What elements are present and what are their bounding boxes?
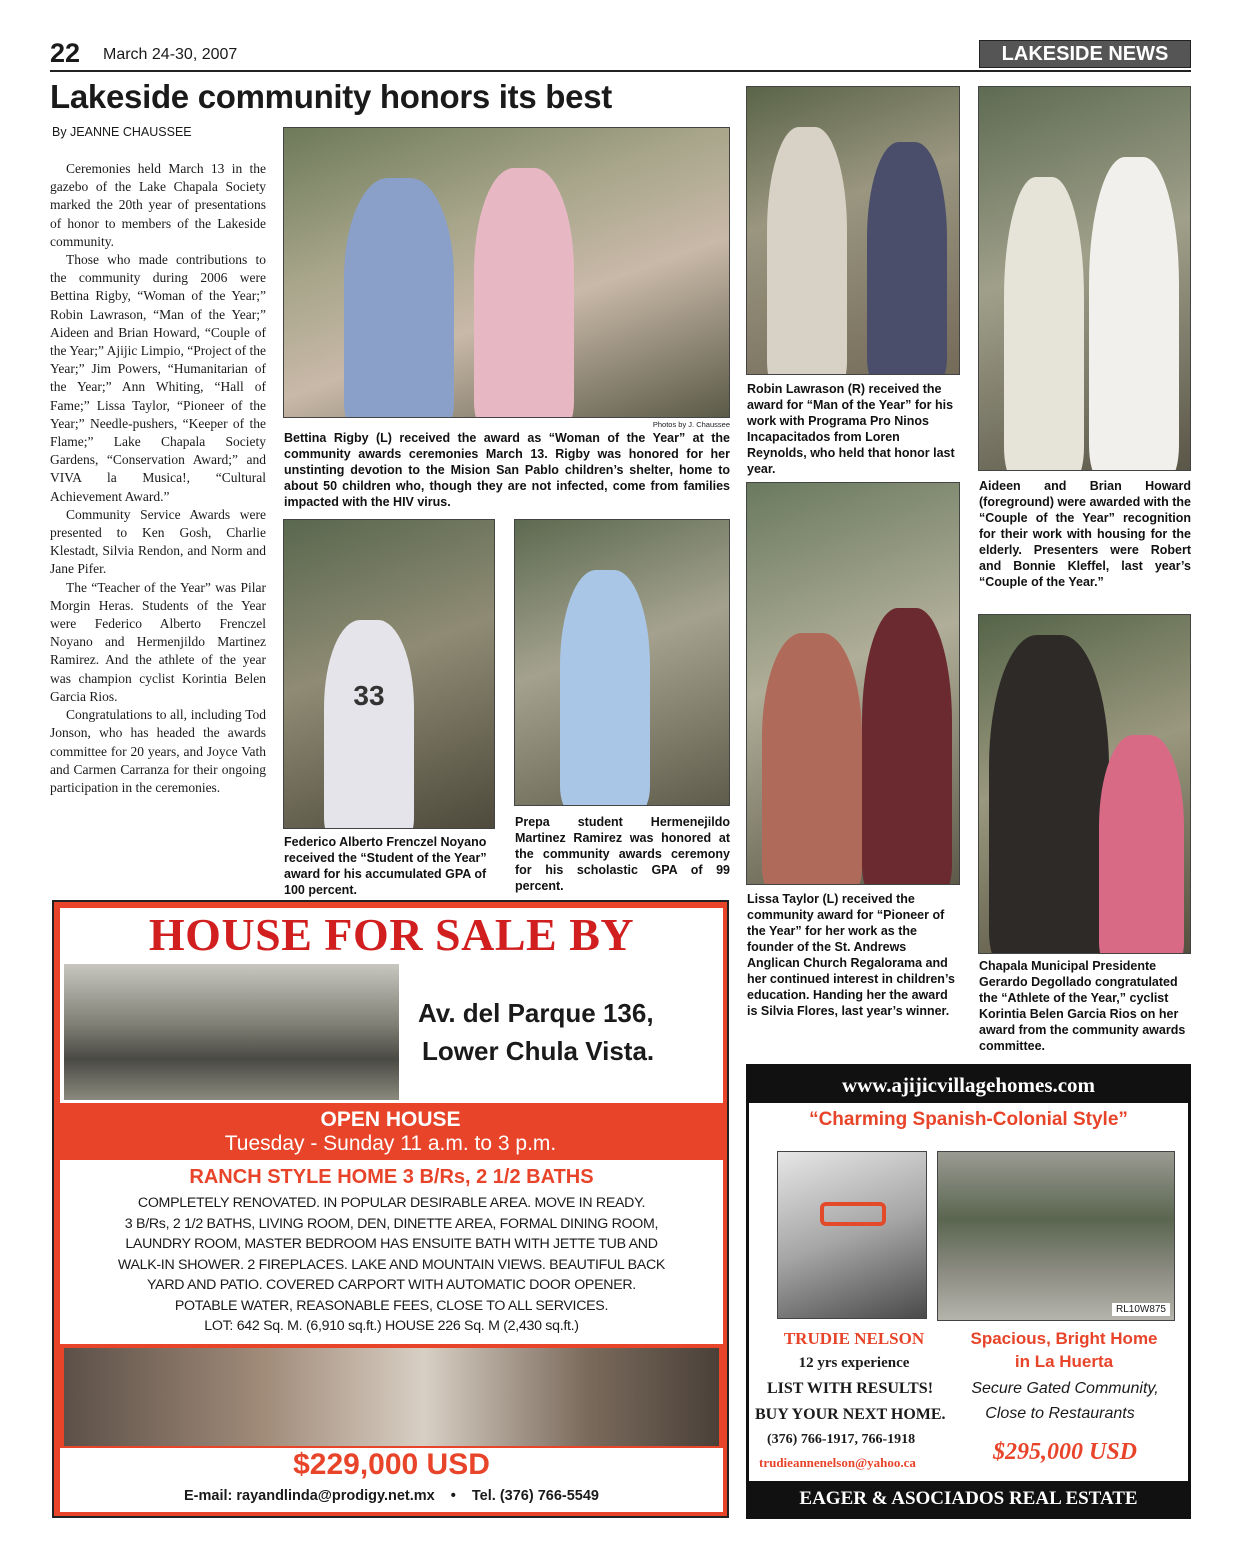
figure-man-right — [867, 142, 947, 375]
close-to-restaurants: Close to Restaurants — [985, 1405, 1135, 1422]
section-title: LAKESIDE NEWS — [1001, 43, 1169, 65]
figure-cyclist — [1099, 735, 1184, 954]
agent-phones: (376) 766-1917, 766-1918 — [767, 1432, 916, 1447]
home-price: $295,000 USD — [992, 1439, 1137, 1465]
open-house-label: OPEN HOUSE — [320, 1108, 461, 1131]
house-interior-photo — [64, 1348, 719, 1446]
house-ad-title-box — [60, 908, 723, 962]
house-price: $229,000 USD — [293, 1448, 490, 1481]
house-description — [60, 1193, 723, 1337]
figure-woman-right — [862, 608, 952, 885]
article-paragraph: Ceremonies held March 13 in the gazebo of the Lake Chapala Society marked the 20th year of presentations of honor to members of the Lakeside community. — [50, 161, 266, 249]
description-line: COMPLETELY RENOVATED. IN POPULAR DESIRABLE AREA. MOVE IN READY. — [137, 1195, 646, 1211]
caption-howard: Aideen and Brian Howard (foreground) were awarded with the “Couple of the Year” recognition for their work with housing for the elderly. Presenters were Robert and Bonnie Kleffel, last year’s “Couple of the Year.” — [979, 479, 1191, 589]
house-address-line1: Av. del Parque 136, — [418, 998, 654, 1028]
figure-woman-left — [762, 633, 862, 885]
agent-glasses-icon — [820, 1202, 886, 1226]
issue-date: March 24-30, 2007 — [103, 46, 238, 63]
photo-frenczel — [283, 519, 495, 829]
header-rule — [50, 70, 1191, 72]
photo-taylor — [746, 482, 960, 885]
photo-credit: Photos by J. Chaussee — [652, 420, 730, 429]
agency-name: EAGER & ASOCIADOS REAL ESTATE — [799, 1488, 1138, 1509]
article-body — [50, 160, 266, 797]
house-ad-info-box — [60, 962, 723, 1103]
agent-name: TRUDIE NELSON — [783, 1329, 925, 1348]
ajijic-ad — [746, 1064, 1191, 1519]
house-address-line2: Lower Chula Vista. — [422, 1036, 655, 1066]
caption-lawrason: Robin Lawrason (R) received the award for “Man of the Year” for his work with Programa Pro Ninos Incapacitados from Loren Reynolds, who held that honor last year. — [747, 382, 955, 476]
headline: Lakeside community honors its best — [50, 78, 612, 115]
buy-next-home: BUY YOUR NEXT HOME. — [755, 1406, 946, 1423]
photo-degollado — [978, 614, 1191, 954]
caption-taylor: Lissa Taylor (L) received the community award for “Pioneer of the Year” for her work as the founder of the St. Andrews Anglican Church Regalorama and her continued interest in children’s education. Handing her the award is Silvia Flores, last year’s winner. — [747, 892, 955, 1018]
agent-experience: 12 yrs experience — [798, 1355, 910, 1371]
figure-man — [989, 635, 1109, 954]
open-house-hours: Tuesday - Sunday 11 a.m. to 3 p.m. — [224, 1132, 557, 1155]
caption-martinez: Prepa student Hermenejildo Martinez Ramirez was honored at the community awards ceremony for his scholastic GPA of 99 percent. — [515, 815, 730, 893]
figure-woman-right — [474, 168, 574, 418]
description-line: LOT: 642 Sq. M. (6,910 sq.ft.) HOUSE 226 Sq. M (2,430 sq.ft.) — [204, 1318, 579, 1334]
description-line: 3 B/Rs, 2 1/2 BATHS, LIVING ROOM, DEN, DINETTE AREA, FORMAL DINING ROOM, — [124, 1215, 659, 1232]
ajijic-tagline: “Charming Spanish-Colonial Style” — [809, 1109, 1128, 1130]
description-line: POTABLE WATER, REASONABLE FEES, CLOSE TO ALL SERVICES. — [174, 1297, 609, 1314]
figure-woman — [1004, 177, 1084, 471]
section-banner — [979, 40, 1191, 68]
contact-email: E-mail: rayandlinda@prodigy.net.mx — [184, 1488, 435, 1504]
agency-bar — [749, 1481, 1188, 1516]
figure-student — [560, 570, 650, 806]
description-line: LAUNDRY ROOM, MASTER BEDROOM HAS ENSUITE BATH WITH JETTE TUB AND — [125, 1236, 658, 1252]
ranch-style-heading: RANCH STYLE HOME 3 B/Rs, 2 1/2 BATHS — [189, 1166, 594, 1188]
secure-community: Secure Gated Community, — [971, 1380, 1159, 1397]
ajijic-url: www.ajijicvillagehomes.com — [841, 1073, 1096, 1097]
caption-frenczel: Federico Alberto Frenczel Noyano received the “Student of the Year” award for his accumulated GPA of 100 percent. — [284, 835, 487, 897]
list-with-results: LIST WITH RESULTS! — [767, 1380, 934, 1397]
article-paragraph: Community Service Awards were presented to Ken Gosh, Charlie Klestadt, Silvia Rendon, and Norm and Jane Pifer. — [50, 506, 266, 577]
home-title-line2: in La Huerta — [1014, 1352, 1114, 1371]
caption-rigby: Bettina Rigby (L) received the award as “Woman of the Year” at the community awards ceremonies March 13. Rigby was honored for her unstinting devotion to the Mision San Pablo children’s shelter, home to about 50 children who, though they are not infected, come from families impacted with the HIV virus. — [284, 431, 730, 509]
contact-tel: Tel. (376) 766-5549 — [471, 1488, 599, 1504]
agent-photo — [777, 1151, 927, 1319]
home-photo — [937, 1151, 1175, 1321]
contact-bullet: • — [450, 1488, 456, 1504]
description-line: WALK-IN SHOWER. 2 FIREPLACES. LAKE AND MOUNTAIN VIEWS. BEAUTIFUL BACK — [117, 1256, 666, 1273]
article-paragraph: Those who made contributions to the community during 2006 were Bettina Rigby, “Woman of the Year;” Robin Lawrason, “Man of the Year;” Aideen and Brian Howard, “Couple of the Year;” Ajijic Limpio, “Project of the Year;” Jim Powers, “Humanitarian of the Year;” Ann Whiting, “Hall of Fame;” Lissa Taylor, “Pioneer of the Year;” Needle-pushers, “Keeper of the Flame;” Lake Chapala Society Gardens, “Conservation Award;” and VIVA la Musica!, “Cultural Achievement Award.” — [50, 252, 266, 504]
description-line: YARD AND PATIO. COVERED CARPORT WITH AUTOMATIC DOOR OPENER. — [147, 1277, 636, 1293]
house-ad — [52, 900, 729, 1518]
ajijic-url-bar — [749, 1067, 1188, 1103]
photo-lawrason — [746, 86, 960, 375]
figure-man — [1089, 157, 1179, 471]
house-price-box — [60, 1448, 723, 1512]
figure-student — [324, 620, 414, 829]
article-paragraph: Congratulations to all, including Tod Jonson, who has headed the awards committee for 20 years, and Joyce Vath and Carmen Carranza for their ongoing participation in the ceremonies. — [50, 707, 266, 795]
photo-code: RL10W875 — [1112, 1303, 1170, 1316]
figure-man-left — [767, 127, 847, 375]
caption-degollado: Chapala Municipal Presidente Gerardo Degollado congratulated the “Athlete of the Year,” cyclist Korintia Belen Garcia Rios on her award from the community awards committee. — [979, 959, 1186, 1053]
house-ad-title: HOUSE FOR SALE BY — [148, 909, 635, 960]
agent-email: trudieannenelson@yahoo.ca — [759, 1455, 916, 1470]
home-title-line1: Spacious, Bright Home — [970, 1329, 1158, 1348]
house-contact — [60, 1488, 723, 1504]
photo-martinez — [514, 519, 730, 806]
page-number: 22 — [50, 38, 81, 68]
photo-rigby — [283, 127, 730, 418]
figure-woman-left — [344, 178, 454, 418]
house-ad-details-box — [60, 1160, 723, 1344]
article-paragraph: The “Teacher of the Year” was Pilar Morgin Heras. Students of the Year were Federico Alberto Frenczel Noyano and Hermenjildo Martinez Ramirez. And the athlete of the year was champion cyclist Korintia Belen Garcia Rios. — [50, 579, 266, 704]
shirt-number: 33 — [353, 680, 385, 711]
house-exterior-photo — [64, 964, 399, 1100]
byline: By JEANNE CHAUSSEE — [52, 125, 192, 139]
photo-howard — [978, 86, 1191, 471]
